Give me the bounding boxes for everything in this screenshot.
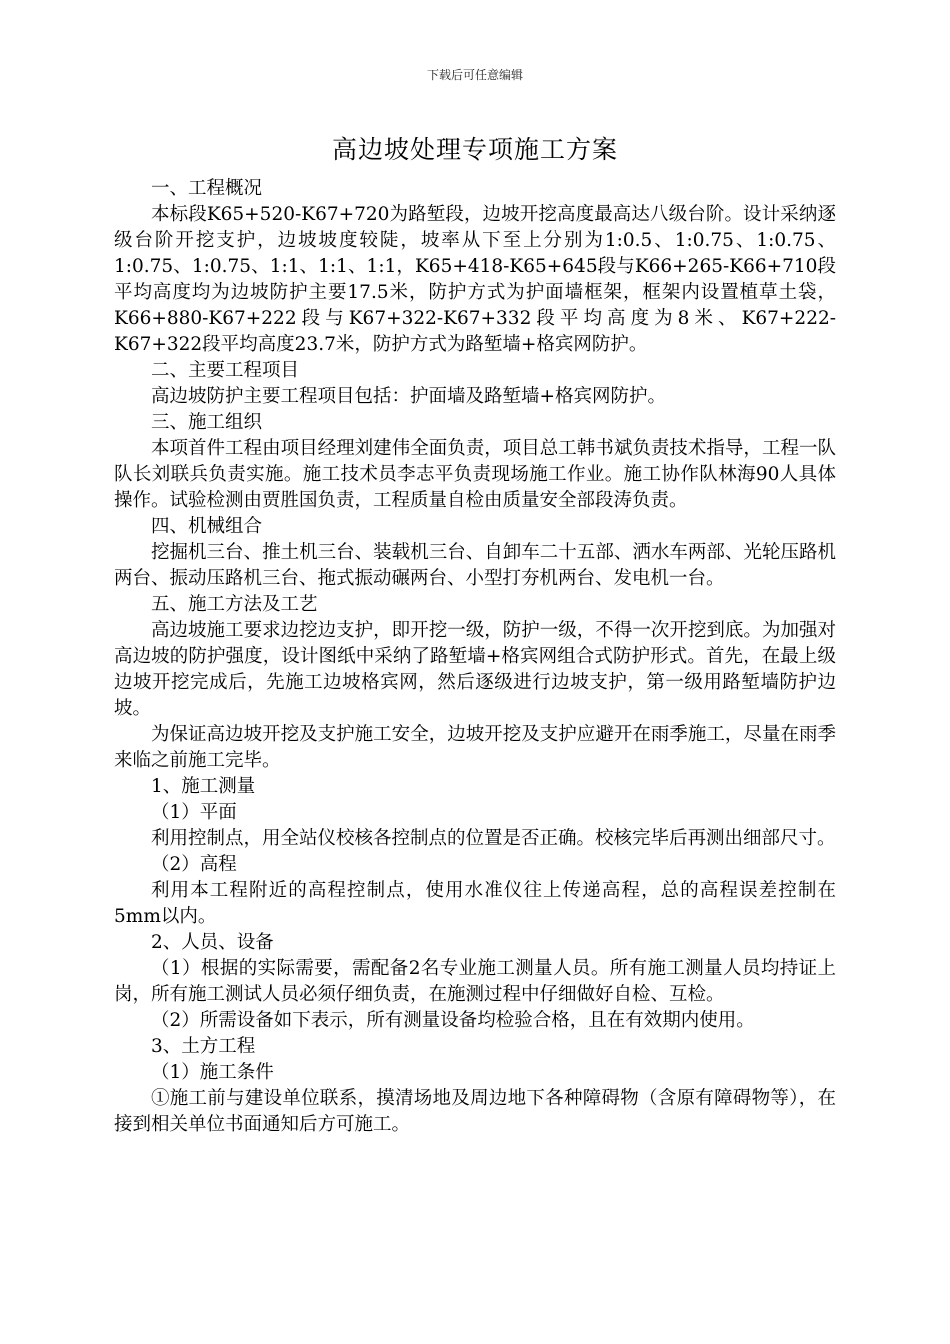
paragraph-methods: 高边坡施工要求边挖边支护，即开挖一级，防护一级，不得一次开挖到底。为加强对高边坡的防护强度，设计图纸中采纳了路堑墙+格宾网组合式防护形式。首先，在最上级边坡开挖完成后，先施工边坡格宾网，然后逐级进行边坡支护，第一级用路堑墙防护边坡。: [114, 620, 836, 719]
header-note: 下载后可任意编辑: [426, 68, 523, 82]
subheading-conditions: （1）施工条件: [151, 1062, 274, 1083]
section-heading-machinery: 四、机械组合: [151, 516, 263, 537]
paragraph-conditions: ①施工前与建设单位联系，摸清场地及周边地下各种障碍物（含原有障碍物等），在接到相关单位书面通知后方可施工。: [114, 1088, 836, 1135]
section-heading-methods: 五、施工方法及工艺: [151, 594, 318, 615]
paragraph-elevation: 利用本工程附近的高程控制点，使用水准仪往上传递高程，总的高程误差控制在5mm以内。: [114, 880, 836, 927]
section-heading-main-items: 二、主要工程项目: [151, 360, 300, 381]
paragraph-personnel-2: （2）所需设备如下表示，所有测量设备均检验合格，且在有效期内使用。: [151, 1010, 755, 1031]
paragraph-personnel-1: （1）根据的实际需要，需配备2名专业施工测量人员。所有施工测量人员均持证上岗，所有施工测试人员必须仔细负责，在施测过程中仔细做好自检、互检。: [114, 958, 836, 1005]
document-body: [114, 176, 836, 1138]
paragraph-main-items: 高边坡防护主要工程项目包括：护面墙及路堑墙+格宾网防护。: [151, 386, 667, 407]
subheading-personnel: 2、人员、设备: [151, 932, 274, 953]
paragraph-rainy-season: 为保证高边坡开挖及支护施工安全，边坡开挖及支护应避开在雨季施工，尽量在雨季来临之前施工完毕。: [114, 724, 836, 771]
paragraph-machinery: 挖掘机三台、推土机三台、装载机三台、自卸车二十五部、洒水车两部、光轮压路机两台、振动压路机三台、拖式振动碾两台、小型打夯机两台、发电机一台。: [114, 542, 836, 589]
section-heading-overview: 一、工程概况: [151, 178, 263, 199]
subheading-elevation: （2）高程: [151, 854, 237, 875]
subheading-earthwork: 3、土方工程: [151, 1036, 256, 1057]
section-heading-organization: 三、施工组织: [151, 412, 263, 433]
subheading-plane: （1）平面: [151, 802, 237, 823]
document-title: 高边坡处理专项施工方案: [331, 135, 618, 164]
paragraph-plane: 利用控制点，用全站仪校核各控制点的位置是否正确。校核完毕后再测出细部尺寸。: [151, 828, 836, 849]
paragraph-organization: 本项首件工程由项目经理刘建伟全面负责，项目总工韩书斌负责技术指导，工程一队队长刘联兵负责实施。施工技术员李志平负责现场施工作业。施工协作队林海90人具体操作。试验检测由贾胜国负责，工程质量自检由质量安全部段涛负责。: [114, 438, 836, 511]
paragraph-overview: 本标段K65+520-K67+720为路堑段，边坡开挖高度最高达八级台阶。设计采纳逐级台阶开挖支护，边坡坡度较陡，坡率从下至上分别为1:0.5、1:0.75、1:0.75、1:0.75、1:0.75、1:1、1:1、1:1，K65+418-K65+645段与K66+265-K66+710段平均高度均为边坡防护主要17.5米，防护方式为护面墙框架，框架内设置植草土袋，K66+880-K67+222段与K67+322-K67+332段平均高度为8米、K67+222-K67+322段平均高度23.7米，防护方式为路堑墙+格宾网防护。: [114, 204, 836, 355]
subheading-survey: 1、施工测量: [151, 776, 256, 797]
